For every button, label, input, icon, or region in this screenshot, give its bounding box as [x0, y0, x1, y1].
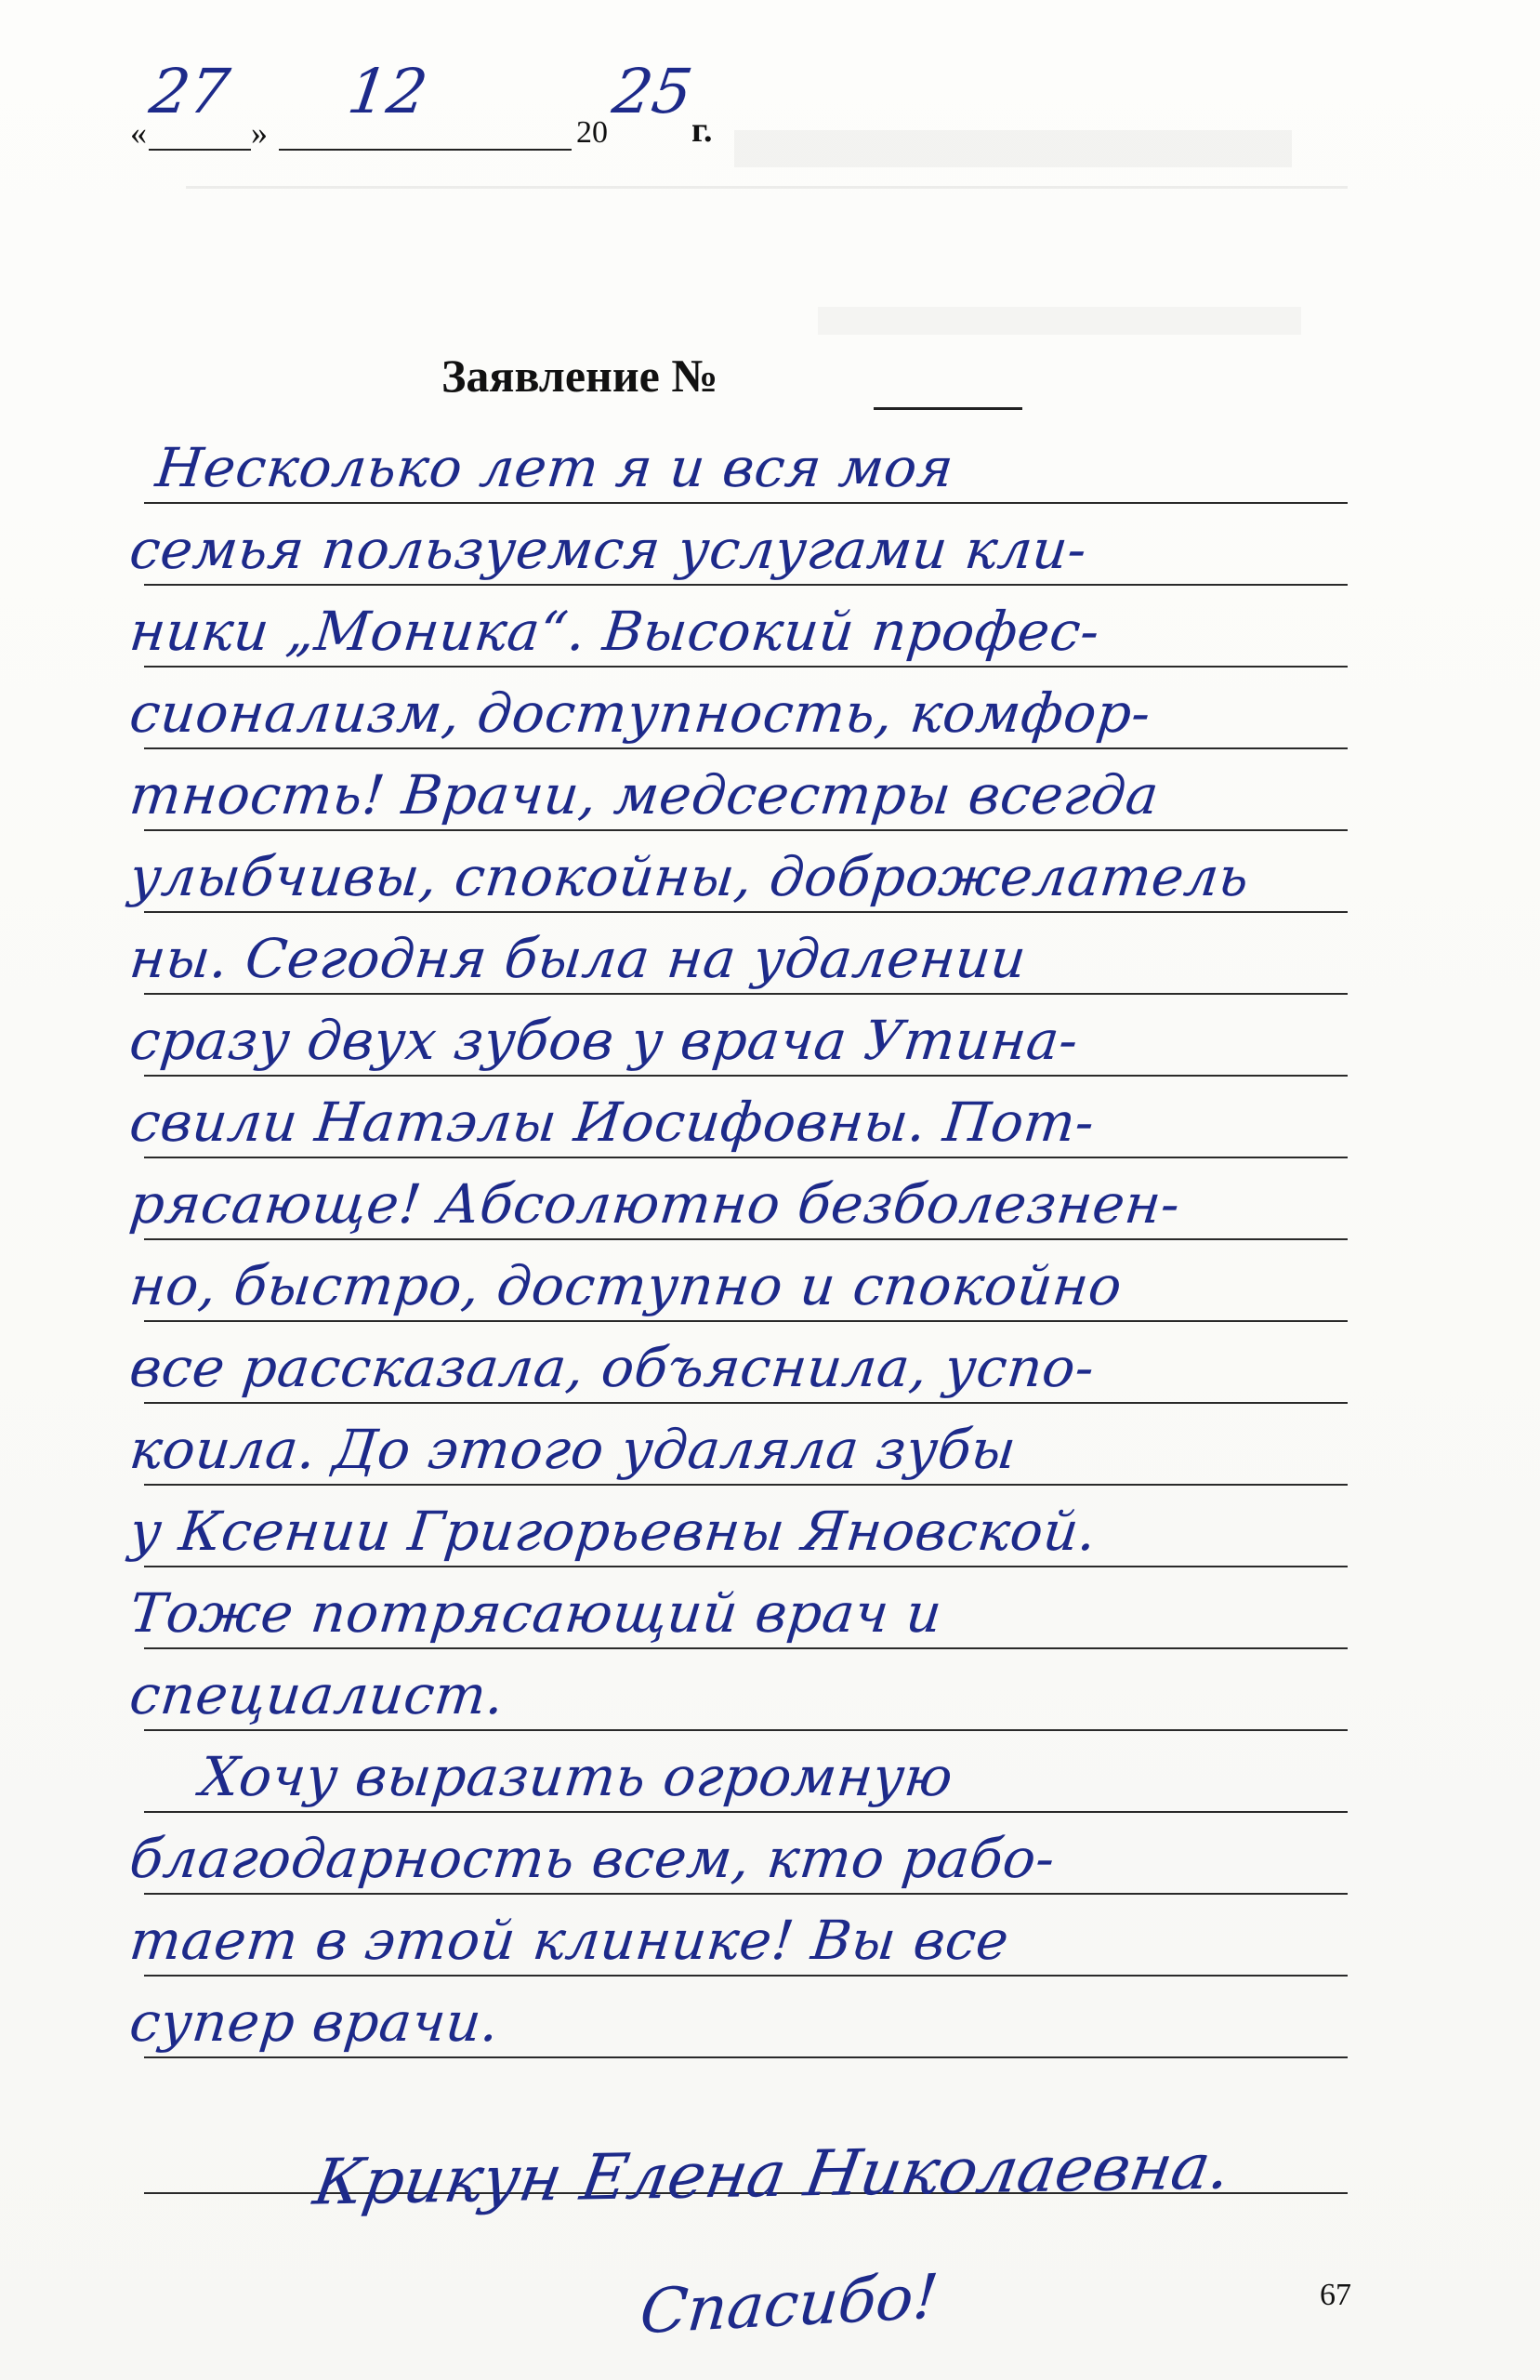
body-line: у Ксении Григорьевны Яновской. — [126, 1500, 1100, 1563]
date-open-quote: « — [130, 114, 147, 152]
body-line: Хочу выразить огромную — [126, 1745, 956, 1808]
ruled-line — [144, 1975, 1348, 1977]
ruled-line — [144, 747, 1348, 749]
date-day: 27 — [145, 56, 234, 127]
body-line: супер врачи. — [126, 1990, 503, 2054]
ruled-line — [144, 1893, 1348, 1895]
date-close-quote: » — [251, 114, 268, 152]
body-line: специалист. — [126, 1663, 507, 1726]
body-line: ники „Моника“. Высокий профес- — [126, 600, 1103, 663]
ruled-line — [144, 1811, 1348, 1813]
ruled-line — [144, 1157, 1348, 1158]
closing-thanks: Спасибо! — [637, 2260, 941, 2348]
body-line: коила. До этого удаляла зубы — [126, 1418, 1020, 1481]
ruled-line — [144, 829, 1348, 831]
body-line: семья пользуемся услугами кли- — [126, 518, 1090, 581]
bleed-through-ghost — [818, 307, 1301, 335]
ruled-line — [144, 584, 1348, 586]
date-year-hand: 25 — [608, 56, 697, 127]
ruled-line — [144, 1320, 1348, 1322]
signature: Крикун Елена Николаевна. — [309, 2130, 1236, 2220]
date-day-line — [149, 149, 251, 151]
ruled-line — [144, 1238, 1348, 1240]
body-line: все рассказала, объяснила, успо- — [126, 1336, 1098, 1399]
body-line: рясающе! Абсолютно безболезнен- — [126, 1172, 1184, 1236]
body-line: тность! Врачи, медсестры всегда — [126, 763, 1163, 826]
ruled-line — [144, 1484, 1348, 1486]
ruled-line — [144, 666, 1348, 668]
bleed-through-ghost — [186, 186, 1348, 189]
body-line: Несколько лет я и вся моя — [152, 436, 957, 499]
date-field — [130, 56, 762, 158]
ruled-line — [144, 1402, 1348, 1404]
body-line: сразу двух зубов у врача Утина- — [126, 1009, 1082, 1072]
number-underline — [874, 407, 1022, 410]
body-line: ны. Сегодня была на удалении — [126, 927, 1030, 990]
date-year-prefix: 20 — [576, 115, 608, 150]
ruled-line — [144, 1647, 1348, 1649]
page-number: 67 — [1320, 2278, 1351, 2312]
bleed-through-ghost — [734, 130, 1292, 167]
ruled-line — [144, 1566, 1348, 1567]
ruled-line — [144, 911, 1348, 913]
ruled-line — [144, 2056, 1348, 2058]
date-month: 12 — [343, 56, 432, 127]
ruled-line — [144, 1075, 1348, 1077]
date-month-line — [279, 149, 572, 151]
body-line: сионализм, доступность, комфор- — [126, 681, 1154, 745]
body-line: но, быстро, доступно и спокойно — [126, 1254, 1125, 1317]
body-line: улыбчивы, спокойны, доброжелатель — [126, 845, 1253, 908]
body-line: тает в этой клинике! Вы все — [126, 1909, 1012, 1972]
document-title: Заявление № — [441, 350, 718, 402]
ruled-line — [144, 1729, 1348, 1731]
body-line: Тоже потрясающий врач и — [126, 1581, 945, 1645]
body-line: свили Натэлы Иосифовны. Пот- — [126, 1091, 1098, 1154]
ruled-line — [144, 993, 1348, 995]
body-line: благодарность всем, кто рабо- — [126, 1827, 1059, 1890]
ruled-line — [144, 502, 1348, 504]
date-year-suffix: г. — [691, 111, 713, 150]
